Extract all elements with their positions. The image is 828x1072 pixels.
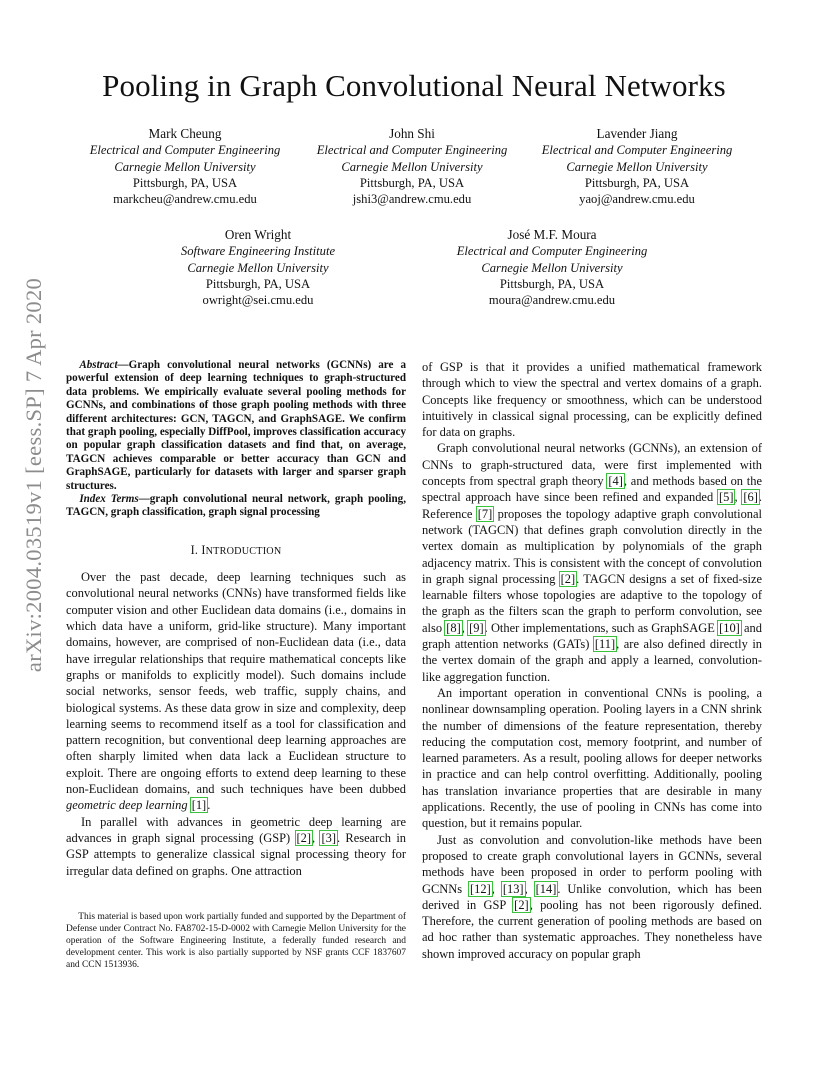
author-email: jshi3@andrew.cmu.edu: [352, 192, 472, 207]
paper-title: Pooling in Graph Convolutional Neural Networks: [102, 68, 726, 103]
abstract-text: —Graph convolutional neural networks (GCNNs) are a powerful extension of deep learning techniques to graph-structured data problems. We empirically evaluate several pooling methods for GCNNs, and combinations of those graph pooling methods with three different architectures: GCN, TAGCN, and GraphSAGE. We confirm that graph pooling, especially DiffPool, improves classification accuracy on popular graph classification datasets and find that, on average, TAGCN achieves comparable or better accuracy than GCN and GraphSAGE, particularly for datasets with larger and sparser graph structures.: [66, 359, 406, 492]
citation-link[interactable]: [11]: [594, 637, 616, 652]
paragraph-text: .: [207, 798, 211, 813]
citation-link[interactable]: [8]: [446, 620, 461, 635]
section-heading-introduction: [66, 542, 406, 560]
citation-link[interactable]: [2]: [514, 897, 529, 912]
paragraph-text: . Reference: [422, 490, 763, 521]
author-location: Pittsburgh, PA, USA: [359, 175, 465, 190]
citation-link[interactable]: [4]: [608, 474, 623, 489]
intro-paragraph-2: [66, 814, 406, 879]
paragraph-text: . Unlike convolution, which has been derived in GSP: [422, 881, 763, 912]
author-block-4: [148, 227, 368, 308]
author-location: Pittsburgh, PA, USA: [132, 175, 238, 190]
author-name: Lavender Jiang: [596, 126, 678, 141]
section-numeral: I.: [190, 542, 202, 557]
paragraph-text: . TAGCN designs a set of fixed-size learnable filters whose topologies are adaptive to the topology of the graph as the filters scan the graph to perform convolution, see also: [422, 571, 762, 635]
author-block-2: [302, 126, 522, 207]
paragraph-text: , are also defined directly in the vertex domain of the graph and apply a learned, convolution-like aggregation function.: [422, 637, 762, 684]
author-block-5: [432, 227, 672, 308]
author-institution: Carnegie Mellon University: [114, 159, 256, 174]
author-institution: Carnegie Mellon University: [341, 159, 483, 174]
paragraph-text: In parallel with advances in geometric deep learning are advances in graph signal processing (GSP): [66, 814, 406, 845]
paragraph-text: Just as convolution and convolution-like methods have been proposed to create graph convolutional layers in GCNNs, several methods have been proposed in order to perform pooling with GCNNs: [422, 832, 762, 896]
author-email: markcheu@andrew.cmu.edu: [113, 192, 257, 207]
author-department: Electrical and Computer Engineering: [89, 143, 281, 158]
intro-paragraph-4: [422, 440, 762, 684]
paragraph-text: ,: [524, 881, 535, 896]
index-terms-text: —graph convolutional neural network, graph pooling, TAGCN, graph classification, graph signal processing: [66, 493, 406, 519]
author-department: Electrical and Computer Engineering: [541, 143, 733, 158]
author-location: Pittsburgh, PA, USA: [499, 276, 605, 291]
paragraph-text: ,: [461, 620, 469, 635]
intro-paragraph-1: [66, 569, 406, 813]
citation-link[interactable]: [1]: [191, 798, 207, 813]
citation-link[interactable]: [10]: [719, 620, 740, 635]
paragraph-text: , pooling has not been rigorously defined. Therefore, the current generation of pooling methods are based on ad hoc rather than systematic approaches. They nonetheless have shown improved accuracy on popular graph: [422, 897, 762, 961]
author-department: Software Engineering Institute: [180, 244, 336, 259]
abstract-label: Abstract: [79, 359, 118, 371]
author-department: Electrical and Computer Engineering: [316, 143, 508, 158]
author-institution: Carnegie Mellon University: [481, 260, 623, 275]
intro-paragraph-6: [422, 832, 762, 962]
paragraph-text: and graph attention networks (GATs): [422, 620, 762, 652]
citation-link[interactable]: [3]: [321, 830, 336, 845]
paragraph-text: Over the past decade, deep learning techniques such as convolutional neural networks (CNNs) have transformed fields like computer vision and other Euclidean data domains (i.e., domains in which data have a uniform, grid-like structure). Many important domains, however, are comprised of non-Euclidean data (i.e., data have irregular relationships that require mathematical concepts like graphs or manifolds to explicitly model). Such domains include social networks, sensor feeds, web traffic, supply chains, and biological systems. As these data grow in size and complexity, deep learning seems to recommend itself as a tool for classification and pattern recognition, but conventional deep learning approaches are often sharply limited when data lack a Euclidean structure to exploit. There are ongoing efforts to extend deep learning to these non-Euclidean domains, and such techniques have been dubbed: [66, 570, 406, 797]
citation-link[interactable]: [13]: [502, 881, 524, 896]
author-institution: Carnegie Mellon University: [187, 260, 329, 275]
author-email: owright@sei.cmu.edu: [202, 293, 314, 308]
author-department: Electrical and Computer Engineering: [456, 244, 648, 259]
intro-paragraph-3: of GSP is that it provides a unified mathematical framework through which to view the spectral and vertex domains of a graph. Concepts like frequency or smoothness, which can be understood intuitively in classical signal processing, can be explicitly defined for data on graphs.: [422, 360, 762, 440]
author-name: Mark Cheung: [148, 126, 222, 141]
citation-link[interactable]: [7]: [477, 506, 493, 521]
intro-paragraph-5: An important operation in conventional CNNs is pooling, a nonlinear downsampling operation. Pooling layers in a CNN shrink the number of dimensions of the feature representation, thereby reducing the computation cost, memory footprint, and number of learned parameters. As a result, pooling allows for deeper networks in practice and can help control overfitting. Additionally, pooling has translation invariance properties that are desirable in many applications. Recently, the use of pooling in CNNs has come into question, but it remains popular.: [422, 685, 762, 831]
index-terms-label: Index Terms: [79, 493, 139, 506]
emphasis-term: geometric deep learning: [66, 798, 188, 813]
paragraph-text: ,: [734, 490, 743, 505]
paragraph-text: ,: [491, 881, 502, 896]
citation-link[interactable]: [2]: [296, 830, 312, 845]
author-name: John Shi: [389, 126, 435, 141]
author-location: Pittsburgh, PA, USA: [584, 175, 690, 190]
author-block-1: [75, 126, 295, 207]
paragraph-text: proposes the topology adaptive graph convolutional network (TAGCN) that defines graph convolution directly in the vertex domain as multiplication by polynomials of the graph adjacency matrix. This is consistent with the concept of convolution in graph signal processing: [422, 506, 762, 586]
citation-link[interactable]: [2]: [560, 571, 576, 586]
citation-link[interactable]: [9]: [469, 620, 484, 635]
citation-link[interactable]: [14]: [535, 881, 557, 896]
paragraph-text: . Research in GSP attempts to generalize classical signal processing theory for irregular data defined on graphs. One attraction: [66, 830, 406, 878]
footnote: [66, 911, 406, 971]
paragraph-text: Graph convolutional neural networks (GCNNs), an extension of CNNs to graph-structured data, were first implemented with concepts from spectral graph theory: [422, 441, 762, 489]
index-terms: [66, 493, 406, 520]
author-email: yaoj@andrew.cmu.edu: [579, 192, 695, 207]
author-location: Pittsburgh, PA, USA: [205, 276, 311, 291]
arxiv-identifier[interactable]: arXiv:2004.03519v1 [eess.SP] 7 Apr 2020: [21, 277, 46, 673]
author-email: moura@andrew.cmu.edu: [488, 293, 616, 308]
paragraph-text: , and methods based on the spectral approach have since been refined and expanded: [422, 474, 762, 505]
author-name: José M.F. Moura: [507, 227, 597, 242]
citation-link[interactable]: [6]: [743, 490, 758, 505]
left-column: [66, 359, 406, 879]
funding-footnote: This material is based upon work partially funded and supported by the Department of Defense under Contract No. FA8702-15-D-0002 with Carnegie Mellon University for the operation of the Software Engineering Institute, a federally funded research and development center. This work is also partially supported by NSF grants CCF 1837607 and CCN 1513936.: [66, 912, 406, 971]
citation-link[interactable]: [5]: [718, 490, 734, 505]
section-title-initial: I: [201, 542, 206, 557]
paragraph-text: ,: [312, 830, 321, 845]
citation-link[interactable]: [12]: [470, 881, 491, 896]
author-name: Oren Wright: [224, 227, 292, 242]
section-title-rest: NTRODUCTION: [205, 545, 282, 557]
paragraph-text: . Other implementations, such as GraphSAGE: [484, 620, 719, 635]
author-institution: Carnegie Mellon University: [566, 159, 708, 174]
author-block-3: [527, 126, 747, 207]
abstract: [66, 359, 406, 493]
right-column: [422, 359, 762, 962]
